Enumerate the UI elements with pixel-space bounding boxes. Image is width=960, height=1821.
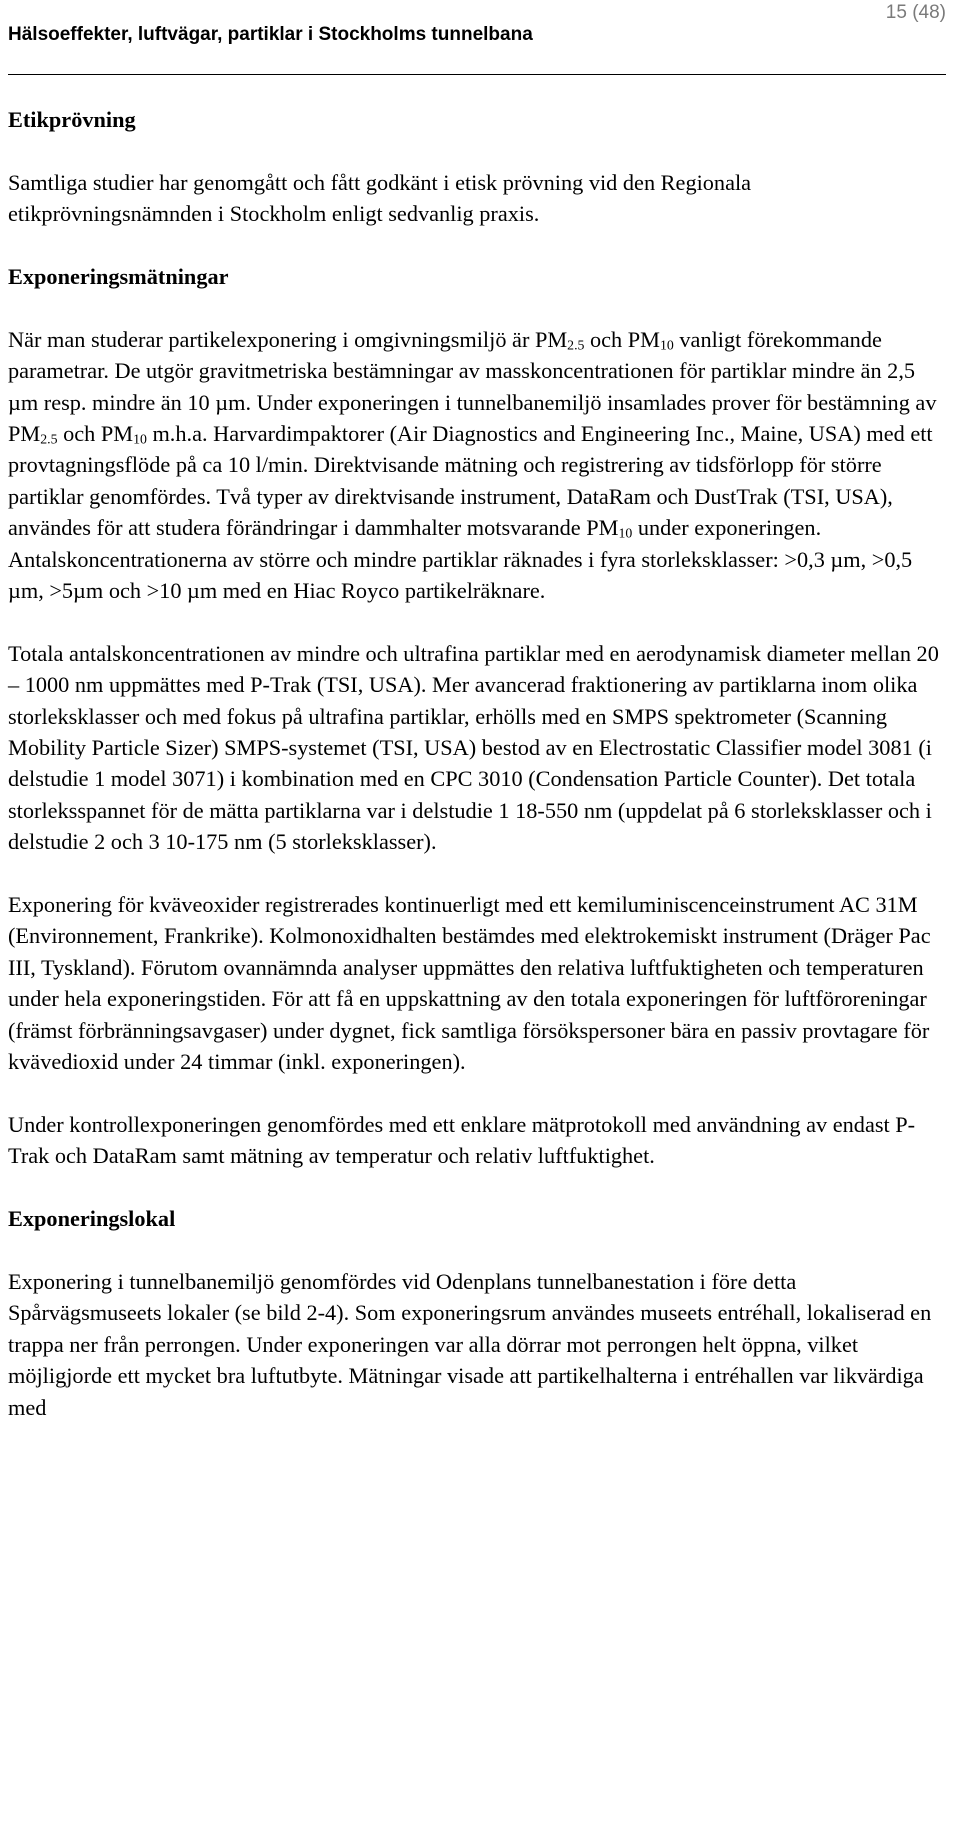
paragraph-totala: Totala antalskoncentrationen av mindre och ultrafina partiklar med en aerodynamisk diameter mellan 20 – 1000 nm uppmättes med P-Trak (TSI, USA). Mer avancerad fraktionering av partiklarna inom olika storleksklasser och med fokus på ultrafina partiklar, erhölls med en SMPS spektrometer (Scanning Mobility Particle Sizer) SMPS-systemet (TSI, USA) bestod av en Electrostatic Classifier model 3081 (i delstudie 1 model 3071) i kombination med en CPC 3010 (Condensation Particle Counter). Det totala storleksspannet för de mätta partiklarna var i delstudie 1 18-550 nm (uppdelat på 6 storleksklasser och i delstudie 2 och 3 10-175 nm (5 storleksklasser). — [8, 640, 939, 855]
heading-exponeringslokal: Exponeringslokal — [8, 1206, 176, 1232]
page-number: 15 (48) — [885, 2, 946, 23]
text-run: och PM — [584, 326, 661, 352]
subscript: 10 — [660, 337, 674, 353]
text-run: När man studerar partikelexponering i omgivningsmiljö är PM — [8, 326, 568, 352]
subscript: 2.5 — [40, 431, 58, 447]
paragraph-kvaveoxider: Exponering för kväveoxider registrerades kontinuerligt med ett kemiluminiscenceinstrument AC 31M (Environnement, Frankrike). Kolmonoxidhalten bestämdes med elektrokemiskt instrument (Dräger Pac III, Tyskland). Förutom ovannämnda analyser uppmättes den relativa luftfuktigheten och temperaturen under hela exponeringstiden. För att få en uppskattning av den totala exponeringen för luftföroreningar (främst förbränningsavgaser) under dygnet, fick samtliga försökspersoner bära en passiv provtagare för kvävedioxid under 24 timmar (inkl. exponeringen). — [8, 892, 931, 1075]
paragraph-exponeringslokal: Exponering i tunnelbanemiljö genomfördes vid Odenplans tunnelbanestation i före detta Spårvägsmuseets lokaler (se bild 2-4). Som exponeringsrum användes museets entréhall, lokaliserad en trappa ner från perrongen. Under exponeringen var alla dörrar mot perrongen helt öppna, vilket möjligjorde ett mycket bra luftutbyte. Mätningar visade att partikelhalterna i entréhallen var likvärdiga med — [8, 1268, 932, 1420]
paragraph-etikprovning: Samtliga studier har genomgått och fått godkänt i etisk prövning vid den Regionala etikprövningsnämnden i Stockholm enligt sedvanlig praxis. — [8, 169, 752, 227]
text-run: m.h.a. Harvardimpaktorer (Air Diagnostics and Engineering Inc., Maine, USA) med ett provtagningsflöde på ca 10 l/min. Direktvisande mätning och registrering av tidsförlopp för större partiklar genomfördes. Två typer av direktvisande instrument, DataRam och DustTrak (TSI, USA), användes för att studera förändringar i dammhalter motsvarande PM — [8, 421, 933, 541]
text-run: och PM — [57, 421, 134, 447]
subscript: 10 — [133, 431, 147, 447]
subscript: 2.5 — [567, 337, 585, 353]
text-run: under exponeringen. Antalskoncentrationerna av större och mindre partiklar räknades i fyra storleksklasser: >0,3 µm, >0,5 µm, >5µm och >10 µm med en Hiac Royco partikelräknare. — [8, 515, 913, 604]
header-rule — [8, 74, 946, 75]
heading-etikprovning: Etikprövning — [8, 107, 136, 132]
text-run: vanligt förekommande parametrar. De utgör gravitmetriska bestämningar av masskoncentrationen för partiklar mindre än 2,5 µm resp. mindre än 10 µm. Under exponeringen i tunnelbanemiljö insamlades prover för bestämning av PM — [8, 326, 937, 447]
page-header — [8, 0, 946, 78]
heading-exponeringsmatningar: Exponeringsmätningar — [8, 264, 229, 289]
paragraph-exponeringsmatningar — [8, 324, 948, 607]
subscript: 10 — [618, 525, 633, 541]
running-title: Hälsoeffekter, luftvägar, partiklar i Stockholms tunnelbana — [8, 24, 533, 45]
body-text — [8, 104, 948, 1423]
paragraph-kontrollexponering: Under kontrollexponeringen genomfördes med ett enklare mätprotokoll med användning av endast P-Trak och DataRam samt mätning av temperatur och relativ luftfuktighet. — [8, 1111, 916, 1169]
